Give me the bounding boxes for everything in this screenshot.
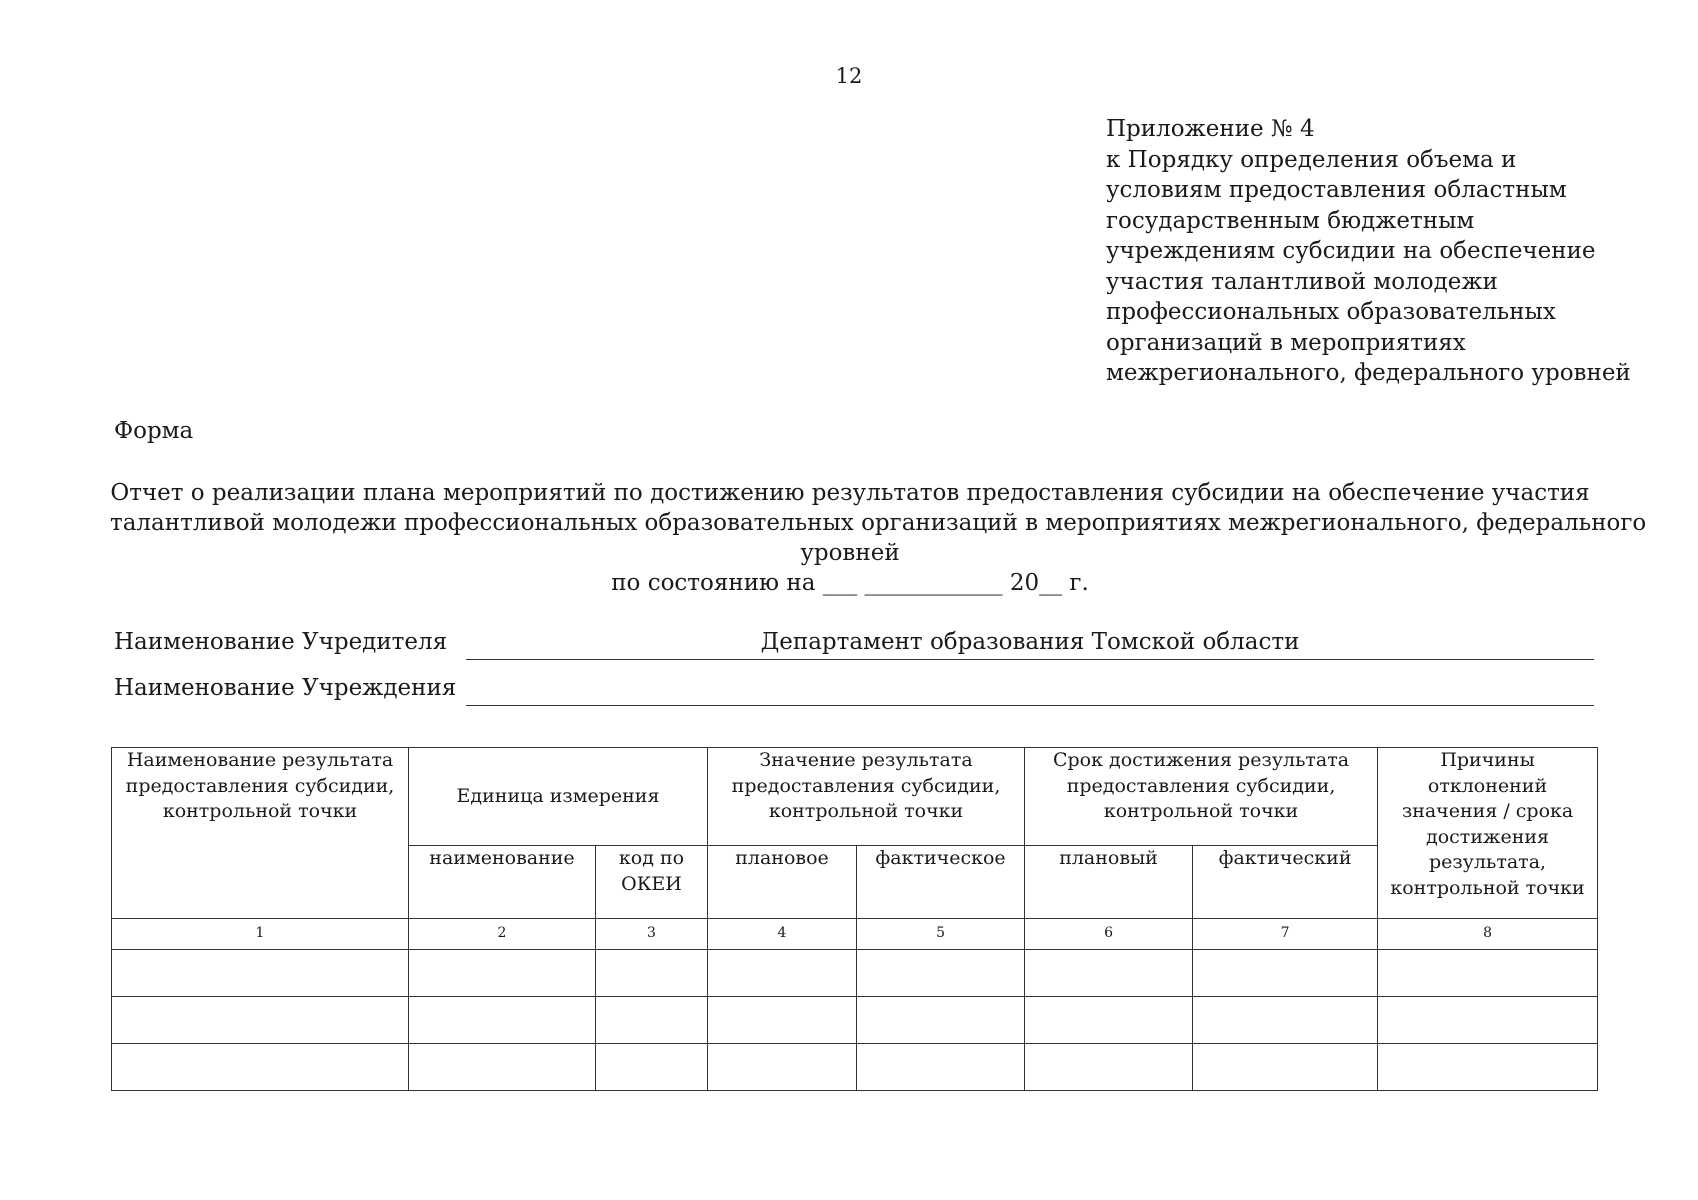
column-number: 5 [857, 919, 1025, 950]
column-number: 3 [596, 919, 708, 950]
table-cell[interactable] [857, 950, 1025, 997]
column-number-row [112, 919, 1598, 950]
founder-field [114, 629, 1594, 665]
founder-value[interactable]: Департамент образования Томской области [466, 629, 1594, 660]
founder-label: Наименование Учредителя [114, 629, 448, 655]
table-cell[interactable] [857, 997, 1025, 1044]
appendix-block [1106, 114, 1666, 389]
table-cell[interactable] [112, 950, 409, 997]
appendix-line: межрегионального, федерального уровней [1106, 360, 1631, 386]
table-cell[interactable] [596, 1044, 708, 1091]
report-table [111, 747, 1598, 1091]
report-title [110, 478, 1647, 598]
appendix-line: профессиональных образовательных [1106, 299, 1556, 325]
table-cell[interactable] [1025, 997, 1193, 1044]
table-cell[interactable] [1193, 997, 1378, 1044]
report-title-line: Отчет о реализации плана мероприятий по достижению результатов предоставления субсидии на обеспечение участия [110, 480, 1590, 506]
table-cell[interactable] [708, 997, 857, 1044]
appendix-line: государственным бюджетным [1106, 207, 1475, 234]
institution-field [114, 675, 1594, 711]
column-number: 7 [1193, 919, 1378, 950]
table-cell[interactable] [596, 950, 708, 997]
table-cell[interactable] [1378, 950, 1598, 997]
header-result-name: Наименование результата предоставления субсидии, контрольной точки [112, 748, 409, 919]
page-number: 12 [835, 64, 863, 88]
header-reasons: Причины отклонений значения / срока достижения результата, контрольной точки [1378, 748, 1598, 919]
institution-label: Наименование Учреждения [114, 675, 457, 701]
table-cell[interactable] [409, 950, 596, 997]
table-cell[interactable] [409, 997, 596, 1044]
report-date-line: по состоянию на ___ ____________ 20__ г. [611, 570, 1089, 596]
table-cell[interactable] [112, 1044, 409, 1091]
table-row [112, 1044, 1598, 1091]
header-value: Значение результата предоставления субсидии, контрольной точки [708, 748, 1025, 846]
institution-value[interactable] [466, 675, 1594, 706]
header-deadline: Срок достижения результата предоставления субсидии, контрольной точки [1025, 748, 1378, 846]
form-label: Форма [114, 418, 194, 444]
subheader-unit-code: код по ОКЕИ [596, 846, 708, 919]
table-cell[interactable] [1025, 1044, 1193, 1091]
subheader-value-actual: фактическое [857, 846, 1025, 919]
table-cell[interactable] [708, 950, 857, 997]
table-row [112, 997, 1598, 1044]
subheader-deadline-planned: плановый [1025, 846, 1193, 919]
table-cell[interactable] [857, 1044, 1025, 1091]
subheader-unit-name: наименование [409, 846, 596, 919]
report-title-line: талантливой молодежи профессиональных образовательных организаций в мероприятиях межрегионального, федерального [110, 510, 1647, 536]
header-unit: Единица измерения [409, 748, 708, 846]
table-cell[interactable] [1378, 997, 1598, 1044]
table-cell[interactable] [112, 997, 409, 1044]
table-cell[interactable] [1378, 1044, 1598, 1091]
appendix-line: организаций в мероприятиях [1106, 329, 1466, 356]
table-cell[interactable] [1193, 950, 1378, 997]
table-row [112, 950, 1598, 997]
table-cell[interactable] [708, 1044, 857, 1091]
column-number: 8 [1378, 919, 1598, 950]
column-number: 4 [708, 919, 857, 950]
column-number: 2 [409, 919, 596, 950]
subheader-deadline-actual: фактический [1193, 846, 1378, 919]
appendix-line: учреждениям субсидии на обеспечение [1106, 238, 1596, 264]
appendix-line: Приложение № 4 [1106, 116, 1315, 142]
table-cell[interactable] [1193, 1044, 1378, 1091]
appendix-line: условиям предоставления областным [1106, 177, 1567, 203]
table-cell[interactable] [1025, 950, 1193, 997]
report-title-line: уровней [800, 540, 900, 566]
appendix-line: к Порядку определения объема и [1106, 146, 1517, 173]
table-cell[interactable] [409, 1044, 596, 1091]
table-cell[interactable] [596, 997, 708, 1044]
subheader-value-planned: плановое [708, 846, 857, 919]
column-number: 1 [112, 919, 409, 950]
column-number: 6 [1025, 919, 1193, 950]
appendix-line: участия талантливой молодежи [1106, 268, 1498, 295]
